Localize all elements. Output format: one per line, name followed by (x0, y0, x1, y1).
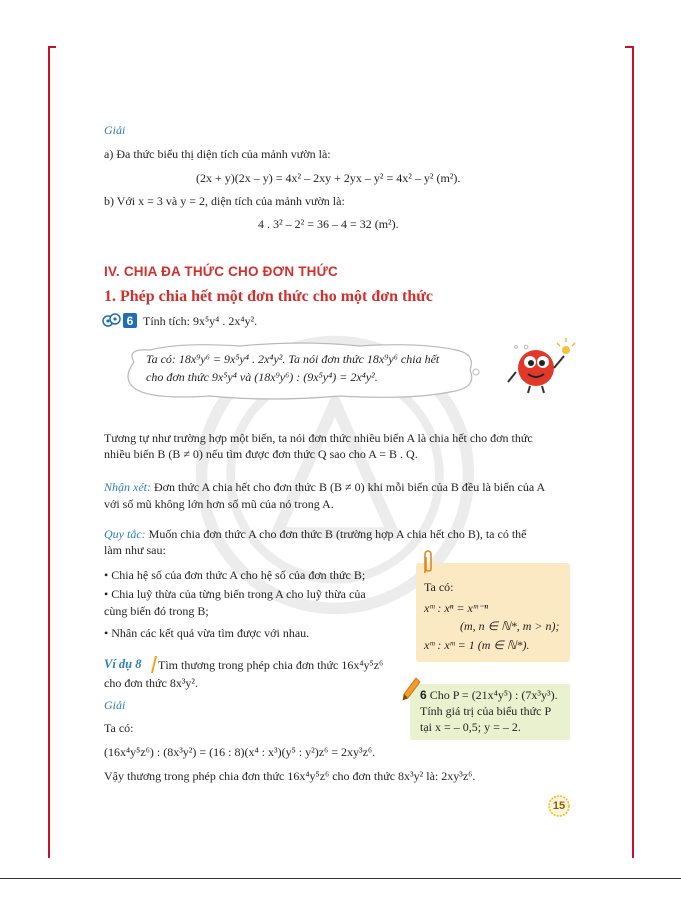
paperclip-icon (422, 549, 434, 577)
rule-bullet-2a: • Chia luỹ thừa của từng biến trong A cho luỹ thừa của (104, 587, 366, 601)
example-line-1: Tìm thương trong phép chia đơn thức 16x⁴y⁵z⁶ (158, 658, 384, 672)
activity-text: Tính tích: 9x⁵y⁴ . 2x⁴y². (143, 314, 258, 328)
example-ta-co: Ta có: (104, 721, 134, 735)
exercise-line-2: Tính giá trị của biểu thức P (420, 704, 552, 718)
activity-icon (102, 312, 122, 329)
pencil-icon (400, 676, 422, 702)
rule-label: Quy tắc: (104, 527, 146, 541)
note-title: Ta có: (424, 580, 454, 594)
example-line-2: cho đơn thức 8x³y². (104, 676, 199, 690)
rule-line1 (104, 527, 527, 542)
subsection-title: 1. Phép chia hết một đơn thức cho một đơn thức (104, 288, 433, 305)
solution-b-text: b) Với x = 3 và y = 2, diện tích của mảnh vườn là: (104, 194, 345, 208)
exercise-number: 6 (420, 688, 427, 702)
example-label: Ví dụ 8 (104, 657, 142, 671)
page-frame-right (632, 46, 634, 858)
example-label-marker (151, 656, 157, 673)
page-frame-corner-left (48, 46, 56, 48)
note-line-1: xᵐ : xⁿ = xᵐ⁻ⁿ (424, 601, 488, 615)
bottom-divider (0, 878, 681, 879)
cloud-line-1: Ta có: 18x⁹y⁶ = 9x⁵y⁴ . 2x⁴y². Ta nói đơn thức 18x⁹y⁶ chia hết (146, 352, 440, 366)
section-title: IV. CHIA ĐA THỨC CHO ĐƠN THỨC (104, 264, 338, 279)
activity-number: 6 (123, 313, 137, 328)
solution-heading: Giải (104, 123, 126, 137)
page-number: 15 (552, 800, 566, 812)
page-frame-corner-right (625, 46, 634, 48)
example-solution-heading: Giải (104, 698, 126, 712)
rule-bullet-3: • Nhân các kết quả vừa tìm được với nhau. (104, 626, 310, 640)
example-conclusion: Vậy thương trong phép chia đơn thức 16x⁴y⁵z⁶ cho đơn thức 8x³y² là: 2xy³z⁶. (104, 769, 476, 783)
solution-a-formula: (2x + y)(2x – y) = 4x² – 2xy + 2yx – y² = 4x² – y² (m²). (196, 171, 461, 185)
note-line-3: xᵐ : xᵐ = 1 (m ∈ ℕ*). (424, 638, 530, 652)
page-frame-left (48, 46, 50, 858)
remark-line1 (104, 480, 545, 495)
exercise-text-1: Cho P = (21x⁴y⁵) : (7x³y³). (429, 688, 558, 702)
paragraph1-line1: Tương tự như trường hợp một biến, ta nói đơn thức nhiều biến A là chia hết cho đơn thức (104, 431, 533, 445)
paragraph1-line2: nhiều biến B (B ≠ 0) nếu tìm được đơn thức Q sao cho A = B . Q. (104, 447, 418, 461)
activity-badge (102, 312, 137, 329)
example-formula: (16x⁴y⁵z⁶) : (8x³y²) = (16 : 8)(x⁴ : x³)(y⁵ : y²)z⁶ = 2xy³z⁶. (104, 745, 376, 759)
rule-bullet-1: • Chia hệ số của đơn thức A cho hệ số của đơn thức B; (104, 568, 366, 582)
rule-line2: làm như sau: (104, 543, 166, 557)
cloud-line-2: cho đơn thức 9x⁵y⁴ và (18x⁹y⁶) : (9x⁵y⁴) = 2x⁴y². (146, 370, 378, 384)
exercise-line-3: tại x = – 0,5; y = – 2. (420, 720, 521, 734)
solution-b-formula: 4 . 3² – 2² = 36 – 4 = 32 (m²). (258, 217, 399, 231)
rule-bullet-2b: cùng biến đó trong B; (104, 604, 209, 618)
remark-line2: với số mũ không lớn hơn số mũ của nó trong A. (104, 497, 334, 511)
mascot-character-icon (496, 338, 576, 394)
rule-text-1: Muốn chia đơn thức A cho đơn thức B (trường hợp A chia hết cho B), ta có thể (148, 527, 527, 541)
exercise-line-1 (420, 688, 558, 703)
remark-text-1: Đơn thức A chia hết cho đơn thức B (B ≠ 0) khi mỗi biến của B đều là biến của A (154, 480, 546, 494)
remark-label: Nhận xét: (104, 480, 151, 494)
solution-a-text: a) Đa thức biểu thị diện tích của mảnh vườn là: (104, 147, 331, 161)
note-line-2: (m, n ∈ ℕ*, m > n); (460, 619, 560, 633)
